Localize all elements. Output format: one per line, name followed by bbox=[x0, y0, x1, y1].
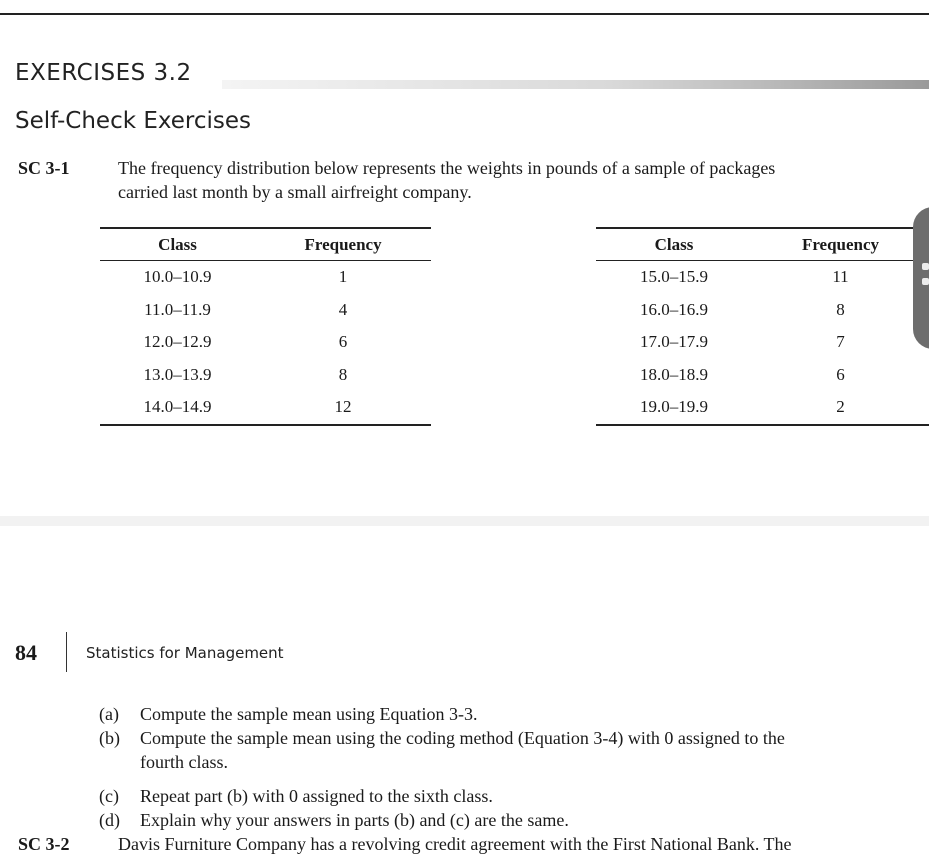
table-row bbox=[100, 294, 431, 327]
exercise-line: The frequency distribution below represents the weights in pounds of a sample of packages bbox=[118, 158, 776, 178]
page-number: 84 bbox=[15, 640, 37, 665]
part-line: Compute the sample mean using the coding method (Equation 3-4) with 0 assigned to the bbox=[140, 728, 785, 748]
part-text: Compute the sample mean using Equation 3-3. bbox=[140, 704, 478, 724]
header-separator bbox=[66, 632, 67, 672]
class-cell: 14.0–14.9 bbox=[143, 397, 212, 417]
frequency-cell: 12 bbox=[334, 397, 352, 417]
part-letter: (d) bbox=[99, 810, 120, 830]
table-row bbox=[596, 359, 929, 392]
frequency-cell: 4 bbox=[338, 299, 348, 319]
frequency-cell: 6 bbox=[338, 332, 348, 352]
thumb-tab-mark bbox=[922, 263, 929, 270]
frequency-cell: 7 bbox=[836, 332, 845, 352]
column-header-class: Class bbox=[596, 228, 752, 261]
column-header-frequency: Frequency bbox=[255, 228, 431, 261]
class-cell: 11.0–11.9 bbox=[144, 299, 211, 319]
exercise-text: Davis Furniture Company has a revolving credit agreement with the First National Bank. The bbox=[118, 834, 792, 854]
section-heading-bar bbox=[222, 80, 929, 89]
frequency-cell: 11 bbox=[832, 267, 849, 287]
section-heading: EXERCISES 3.2 bbox=[15, 60, 192, 86]
frequency-table-right bbox=[596, 227, 929, 426]
part-line: fourth class. bbox=[140, 752, 228, 772]
page-break bbox=[0, 516, 929, 526]
class-cell: 15.0–15.9 bbox=[640, 267, 708, 287]
exercise-label: SC 3-1 bbox=[18, 158, 70, 178]
frequency-cell: 1 bbox=[338, 267, 348, 287]
table-row bbox=[596, 261, 929, 294]
class-cell: 13.0–13.9 bbox=[143, 364, 212, 384]
table-row bbox=[100, 261, 431, 294]
class-cell: 10.0–10.9 bbox=[143, 267, 212, 287]
part-letter: (c) bbox=[99, 786, 119, 806]
table-row bbox=[596, 326, 929, 359]
frequency-cell: 2 bbox=[836, 397, 845, 417]
exercise-text bbox=[118, 156, 775, 204]
class-cell: 16.0–16.9 bbox=[640, 299, 708, 319]
frequency-cell: 6 bbox=[836, 364, 845, 384]
part-text bbox=[140, 726, 785, 774]
part-letter: (a) bbox=[99, 704, 119, 724]
class-cell: 18.0–18.9 bbox=[640, 364, 708, 384]
section-subheading: Self-Check Exercises bbox=[15, 108, 252, 134]
table-row bbox=[100, 391, 431, 425]
running-book-title: Statistics for Management bbox=[86, 644, 284, 662]
class-cell: 12.0–12.9 bbox=[143, 332, 212, 352]
frequency-cell: 8 bbox=[338, 364, 348, 384]
table-header-row bbox=[596, 228, 929, 261]
column-header-class: Class bbox=[100, 228, 255, 261]
thumb-tab-mark bbox=[922, 278, 929, 285]
table-row bbox=[596, 391, 929, 425]
top-rule bbox=[0, 13, 929, 15]
frequency-table-left bbox=[100, 227, 431, 426]
part-letter: (b) bbox=[99, 728, 120, 748]
part-text: Repeat part (b) with 0 assigned to the sixth class. bbox=[140, 786, 493, 806]
table-row bbox=[100, 359, 431, 392]
table-row bbox=[100, 326, 431, 359]
table-row bbox=[596, 294, 929, 327]
frequency-cell: 8 bbox=[836, 299, 845, 319]
table-header-row bbox=[100, 228, 431, 261]
class-cell: 17.0–17.9 bbox=[640, 332, 708, 352]
class-cell: 19.0–19.9 bbox=[640, 397, 708, 417]
column-header-frequency: Frequency bbox=[752, 228, 929, 261]
exercise-label: SC 3-2 bbox=[18, 834, 70, 854]
part-text: Explain why your answers in parts (b) and (c) are the same. bbox=[140, 810, 569, 830]
exercise-line: carried last month by a small airfreight company. bbox=[118, 182, 472, 202]
